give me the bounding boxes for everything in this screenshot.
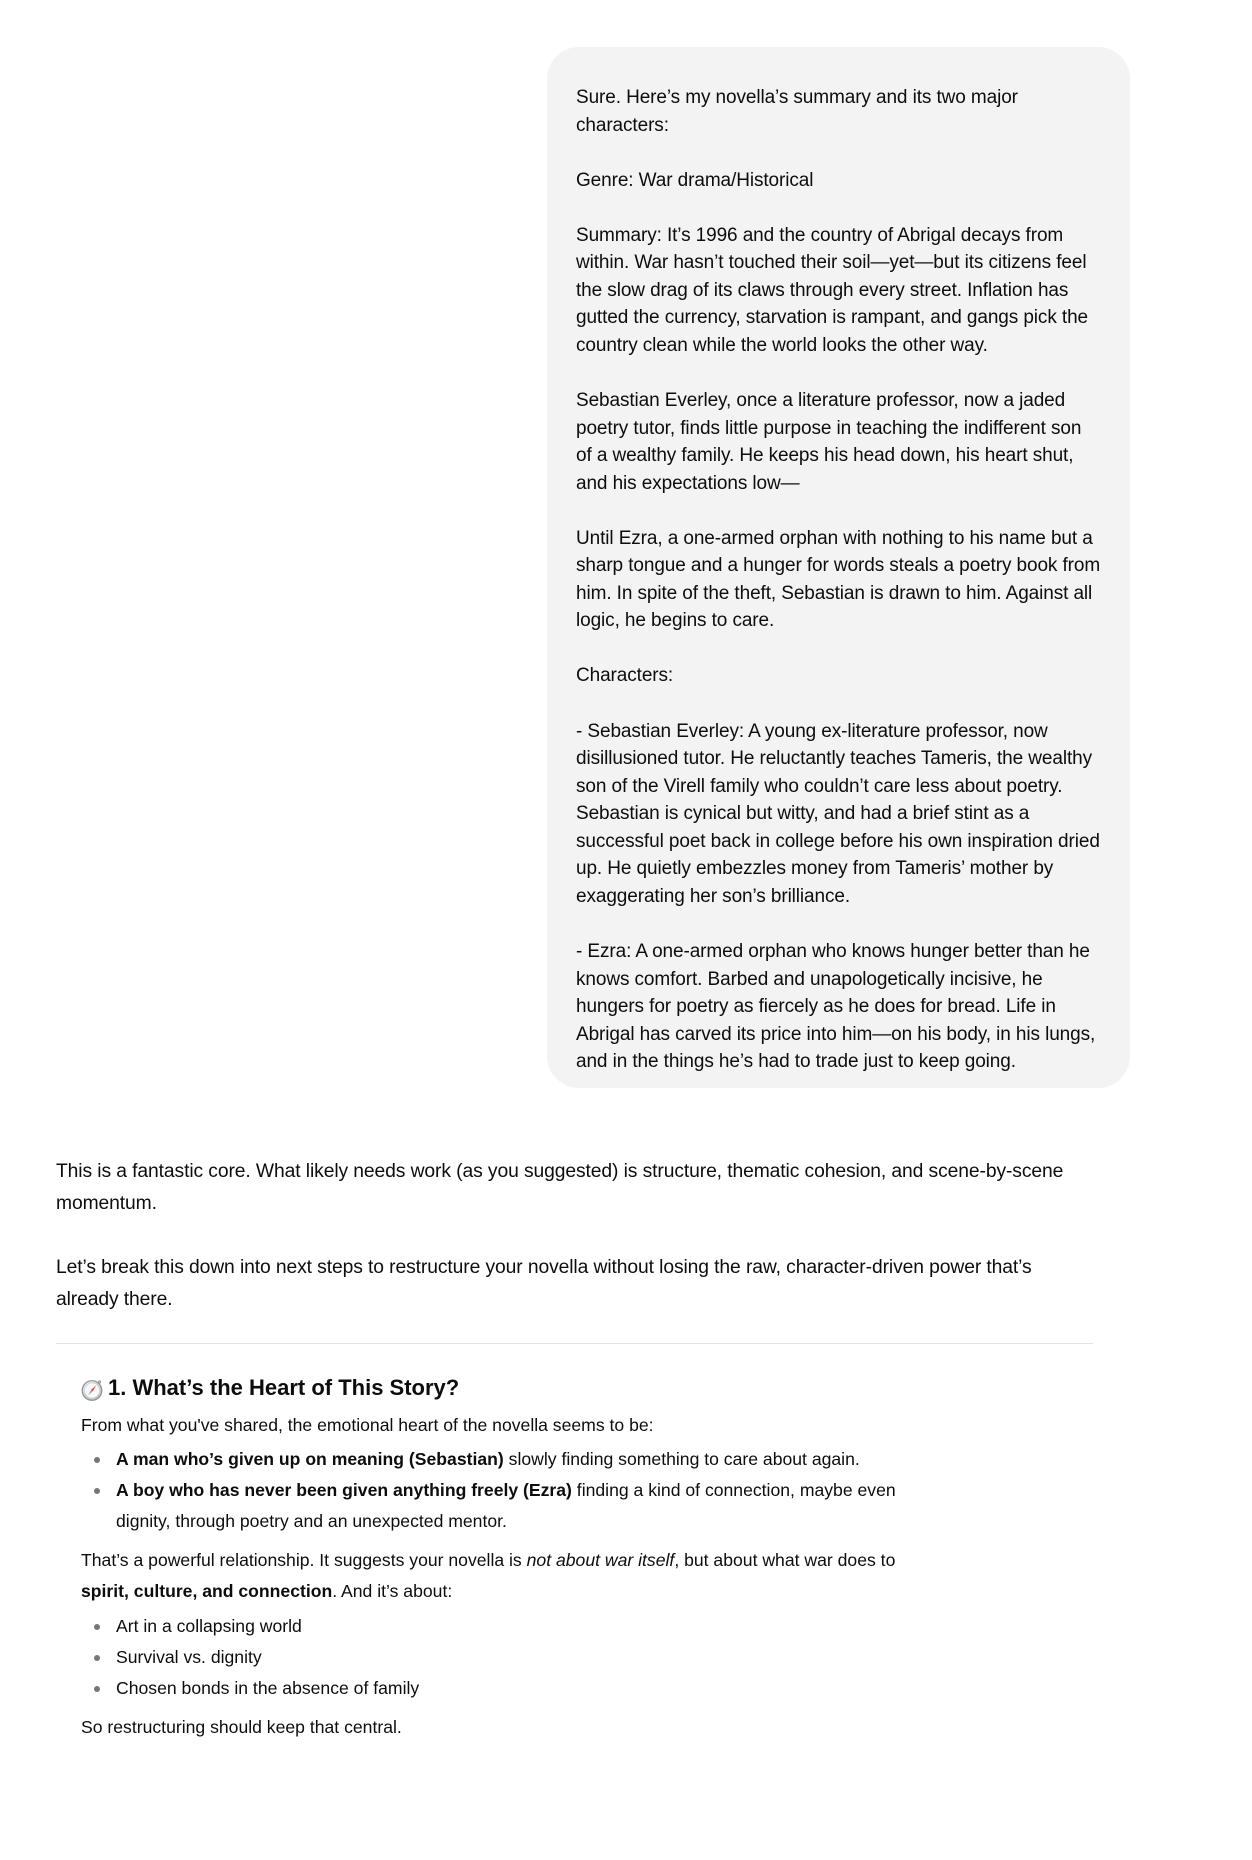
list-item-text: slowly finding something to care about again. [503,1449,860,1469]
blank-line [576,139,1102,167]
list-item: Survival vs. dignity [81,1642,921,1673]
relationship-paragraph [81,1545,921,1607]
blank-line [576,359,1102,387]
user-message-genre: Genre: War drama/Historical [576,169,814,191]
text-run: . And it’s about: [332,1581,453,1601]
heart-of-story-section [81,1371,921,1747]
emphasis-text: not about war itself [526,1550,675,1570]
list-item [81,1444,921,1475]
list-item-text: finding a kind of connection, maybe even dignity, through poetry and an unexpected mentor. [116,1480,896,1531]
paragraph-gap [56,1220,1096,1252]
list-item: Chosen bonds in the absence of family [81,1673,921,1704]
user-message-character-ezra: - Ezra: A one-armed orphan who knows hunger better than he knows comfort. Barbed and unapologetically incisive, he hungers for poetry as fiercely as he does for bread. Life in Abrigal has carved its price into him—on his body, in his lungs, and in the things he’s had to trade just to keep going. [576,940,1096,1073]
strong-text: spirit, culture, and connection [81,1581,333,1601]
blank-line [576,497,1102,525]
list-item [81,1475,921,1537]
assistant-intro-paragraph: This is a fantastic core. What likely needs work (as you suggested) is structure, thematic cohesion, and scene-by-scene momentum. [56,1161,1064,1214]
user-message-characters-label: Characters: [576,665,674,687]
blank-line [576,635,1102,663]
section-closing: So restructuring should keep that central. [81,1717,402,1737]
section-heading [81,1371,921,1405]
section-divider [56,1343,1093,1344]
user-message-ezra-intro: Until Ezra, a one-armed orphan with nothing to his name but a sharp tongue and a hunger for words steals a poetry book from him. In spite of the theft, Sebastian is drawn to him. Against all logic, he begins to care. [576,527,1101,632]
user-message-bubble [547,47,1130,1088]
assistant-message [56,1156,1096,1316]
section-intro: From what you've shared, the emotional heart of the novella seems to be: [81,1415,654,1435]
heart-points-list [81,1444,921,1537]
user-message-sebastian-intro: Sebastian Everley, once a literature professor, now a jaded poetry tutor, finds little purpose in teaching the indifferent son of a wealthy family. He keeps his head down, his heart shut, and his expectations low— [576,390,1082,494]
themes-list [81,1611,921,1704]
user-message-summary: Summary: It’s 1996 and the country of Abrigal decays from within. War hasn’t touched their soil—yet—but its citizens feel the slow drag of its claws through every street. Inflation has gutted the currency, starvation is rampant, and gangs pick the country clean while the world looks the other way. [576,224,1089,356]
list-item-bold: A man who’s given up on meaning (Sebastian) [116,1449,504,1469]
user-message-character-sebastian: - Sebastian Everley: A young ex-literature professor, now disillusioned tutor. He reluctantly teaches Tameris, the wealthy son of the Virell family who couldn’t care less about poetry. Sebastian is cynical but witty, and had a brief stint as a successful poet back in college before his own inspiration dried up. He quietly embezzles money from Tameris’ mother by exaggerating her son’s brilliance. [576,720,1100,907]
compass-icon [81,1377,103,1399]
assistant-intro-paragraph: Let’s break this down into next steps to restructure your novella without losing the raw, character-driven power that’s already there. [56,1257,1032,1310]
blank-line [576,910,1102,938]
list-item-bold: A boy who has never been given anything freely (Ezra) [116,1480,572,1500]
text-run: , but about what war does to [674,1550,896,1570]
section-heading-text: 1. What’s the Heart of This Story? [108,1375,460,1400]
blank-line [576,194,1102,222]
blank-line [576,690,1102,718]
list-item: Art in a collapsing world [81,1611,921,1642]
user-message-line: Sure. Here’s my novella’s summary and its two major characters: [576,87,1018,136]
text-run: That’s a powerful relationship. It suggests your novella is [81,1550,527,1570]
